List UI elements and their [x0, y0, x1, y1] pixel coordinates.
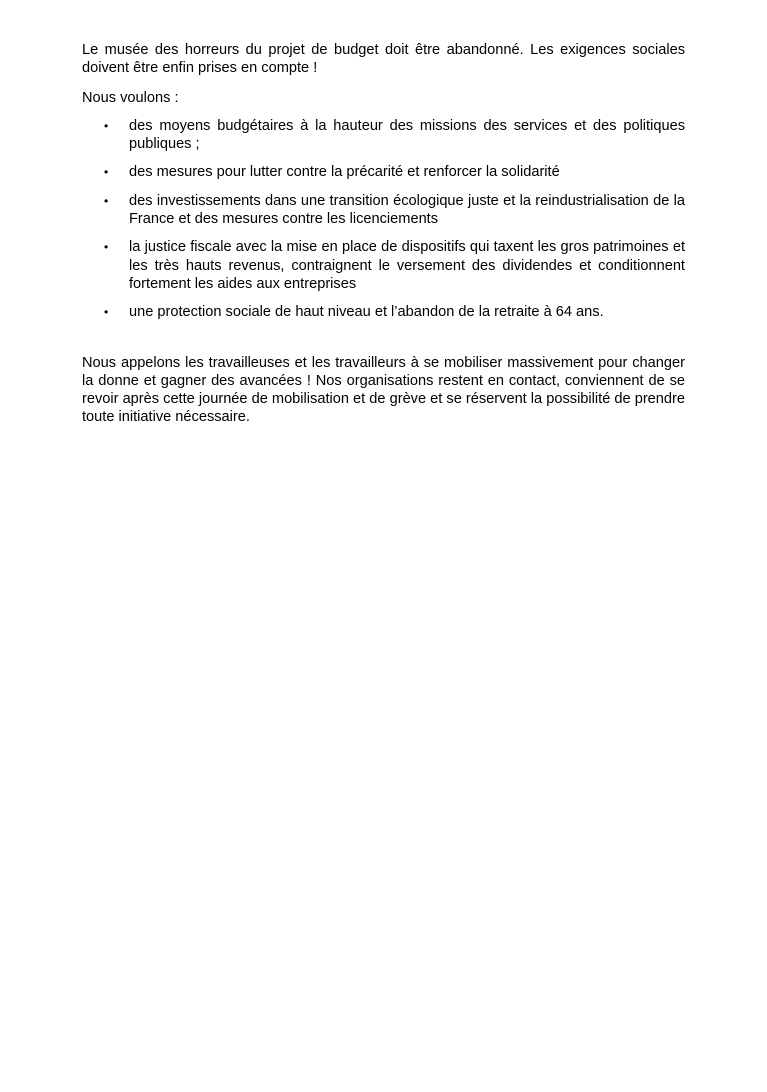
- list-item: [82, 303, 685, 321]
- demands-list: [82, 117, 685, 322]
- list-item-text: des investissements dans une transition écologique juste et la reindustrialisation de la France et des mesures contre les licenciements: [129, 192, 685, 228]
- list-item: [82, 163, 685, 181]
- list-item: [82, 117, 685, 154]
- document-page: [82, 41, 685, 427]
- list-item-text: la justice fiscale avec la mise en place de dispositifs qui taxent les gros patrimoines et les très hauts revenus, contraignent le versement des dividendes et conditionnent fortement les aides aux entreprises: [129, 239, 685, 292]
- list-item-text: des moyens budgétaires à la hauteur des missions des services et des politiques publiques ;: [129, 117, 685, 153]
- list-item-text: une protection sociale de haut niveau et l’abandon de la retraite à 64 ans.: [129, 304, 604, 321]
- bullet-icon: •: [104, 305, 109, 320]
- bullet-icon: •: [104, 118, 109, 133]
- bullet-icon: •: [104, 240, 109, 255]
- intro-paragraph: Le musée des horreurs du projet de budget doit être abandonné. Les exigences sociales doivent être enfin prises en compte !: [82, 42, 685, 77]
- call-to-action-paragraph: Nous appelons les travailleuses et les travailleurs à se mobiliser massivement pour changer la donne et gagner des avancées ! Nos organisations restent en contact, conviennent de se revoir après cette journée de mobilisation et de grève et se réservent la possibilité de prendre toute initiative nécessaire.: [82, 354, 685, 426]
- bullet-icon: •: [104, 193, 109, 208]
- bullet-icon: •: [104, 165, 109, 180]
- list-item-text: des mesures pour lutter contre la précarité et renforcer la solidarité: [129, 164, 560, 181]
- demands-lead-text: Nous voulons :: [82, 89, 179, 106]
- list-item: [82, 238, 685, 293]
- list-item: [82, 192, 685, 229]
